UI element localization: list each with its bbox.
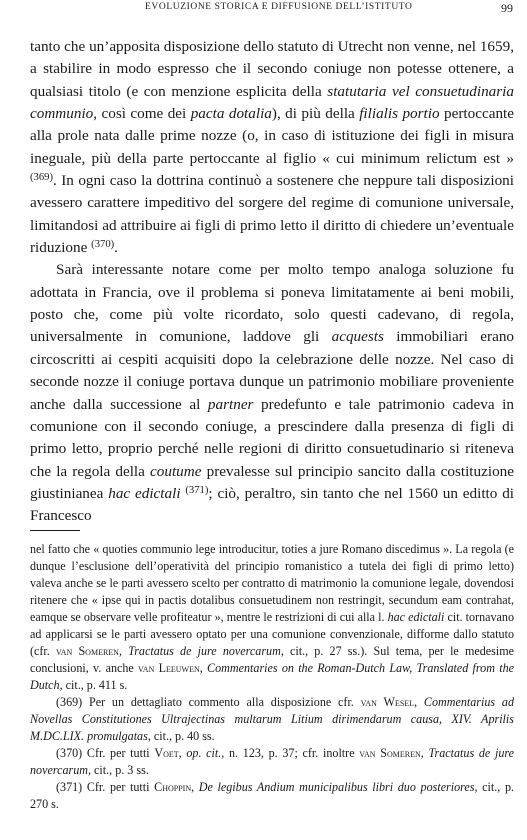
footnote-separator xyxy=(30,530,80,531)
paragraph: Sarà interessante notare come per molto tempo analoga soluzione fu adottata in Francia, ove il problema si poneva limitatamente ai beni mobili, posto che, come più volte ricordato, solo questi cadevano, di regola, universalmente in comunione, laddove gli acquests immobiliari erano circoscritti ai cespiti acquisiti dopo la celebrazione delle nozze. Nel caso di seconde nozze il coniuge portava dunque un patrimonio mobiliare proveniente anche dalla successione al partner predefunto e tale patrimonio cadeva in comunione con il secondo coniuge, a prescindere dalla presenza di figli di primo letto, proprio perché nelle regioni di diritto consuetudinario si riteneva che la regola della coutume prevalesse sul principio sancito dalla costituzione giustinianea hac edictali $^{(371)}$; ciò, peraltro, sin tanto che nel 1560 un editto di Francesco xyxy=(30,261,515,525)
footnote-continuation: nel fatto che « quoties communio lege introducitur, toties a jure Romano discedimus ». La regola (e dunque l’esclusione dell’operatività del principio romanistico a tutela dei figli di primo letto) valeva anche se le parti avessero scelto per contratto di matrimonio la comunione legale, dovendosi ritenere che « ipse qui in pactis dotalibus consuetudinem non restringit, secundum eam contrahat, eamque se observare velle profiteatur », mentre le restrizioni di cui alla l. hac edictali cit. tornavano ad applicarsi se le parti avessero optato per una comunione convenzionale, difforme dallo statuto (cfr. van Someren, Tractatus de jure novercarum, cit., p. 27 ss.). Sul tema, per le medesime conclusioni, v. anche van Leeuwen, Commentaries on the Roman-Dutch Law, Translated from the Dutch, cit., p. 411 s. xyxy=(30,542,514,692)
paragraph: tanto che un’apposita disposizione dello statuto di Utrecht non venne, nel 1659, a stabilire in modo espresso che il secondo coniuge non potesse ottenere, a qualsiasi titolo (e con menzione esplicita della statutaria vel consuetudinaria communio, così come dei pacta dotalia), di più della filialis portio pertoccante alla prole nata dalle prime nozze (o, in caso di istituzione dei figli in misura ineguale, più della parte pertoccante al figlio « cui minimum relictum est » $^{(369)}$. In ogni caso la dottrina continuò a sostenere che neppure tali disposizioni avessero carattere impeditivo del sorgere del regime di comunione universale, limitandosi ad attribuire ai figli di primo letto il diritto di chiedere un’eventuale riduzione $^{(370)}$. xyxy=(30,38,515,257)
footnote-369: (369) Per un dettagliato commento alla disposizione cfr. van Wesel, Commentarius ad Novellas Constitutiones Ultrajectinas multarum Litium dirimendarum causa, XIV. Aprilis M.DC.LIX. promulgatas, cit., p. 40 ss. xyxy=(30,695,515,743)
running-title: EVOLUZIONE STORICA E DIFFUSIONE DELL’ISTITUTO xyxy=(145,2,413,12)
footnote-370: (370) Cfr. per tutti Voet, op. cit., n. 123, p. 37; cfr. inoltre van Someren, Tractatus de jure novercarum, cit., p. 3 ss. xyxy=(30,746,514,777)
footnote-ref[interactable]: (369) xyxy=(30,172,54,184)
main-text xyxy=(30,36,514,528)
running-header xyxy=(0,2,527,18)
footnote-ref[interactable]: (370) xyxy=(91,239,115,251)
footnote-ref[interactable]: (371) xyxy=(185,485,209,497)
page-number: 99 xyxy=(501,1,513,15)
footnotes xyxy=(30,541,514,813)
footnote-371: (371) Cfr. per tutti Choppin, De legibus Andium municipalibus libri duo posteriores, cit., p. 270 s. xyxy=(30,780,515,811)
